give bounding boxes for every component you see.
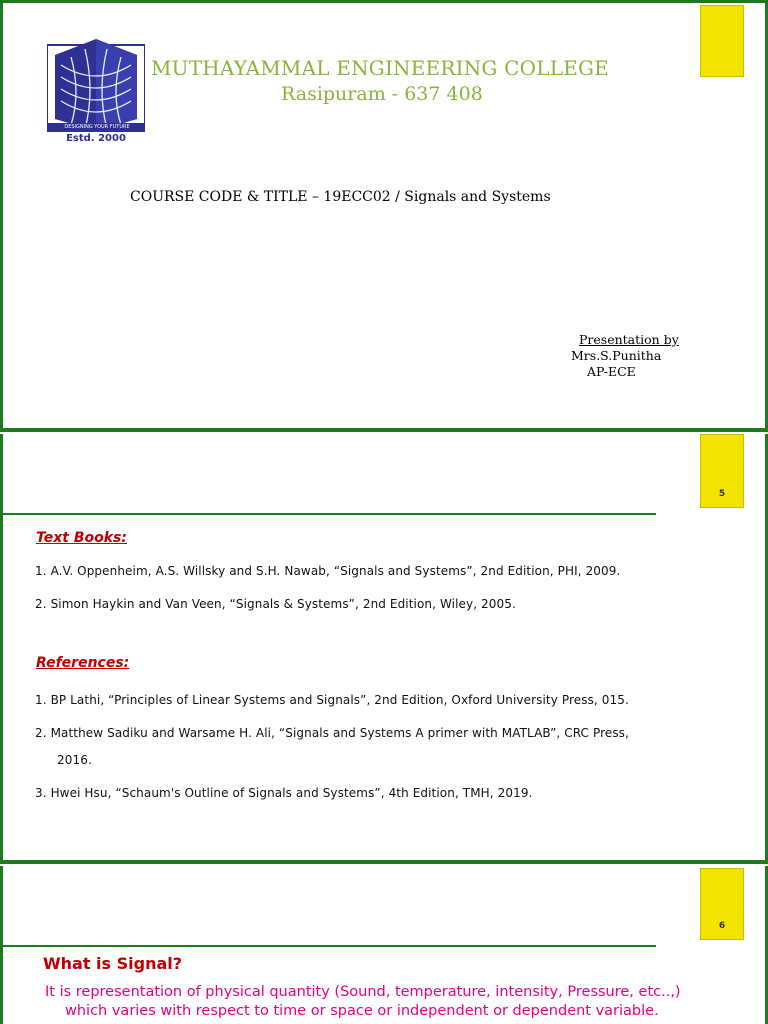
- page-number: 6: [718, 921, 726, 931]
- presenter-name: Mrs.S.Punitha: [571, 348, 662, 363]
- header-divider: [3, 513, 656, 515]
- definition-line: It is representation of physical quantity (Sound, temperature, intensity, Pressure, etc..,): [45, 984, 681, 1000]
- reference-item: 1. BP Lathi, “Principles of Linear Systems and Signals”, 2nd Edition, Oxford University Press, 015.: [35, 693, 629, 707]
- college-logo: [47, 35, 145, 147]
- title-slide: [0, 0, 768, 432]
- textbook-item: 1. A.V. Oppenheim, A.S. Willsky and S.H. Nawab, “Signals and Systems”, 2nd Edition, PHI, 2009.: [35, 564, 621, 578]
- slide-tab-marker: [700, 868, 744, 940]
- references-slide: [0, 434, 768, 864]
- references-heading: References:: [36, 655, 130, 671]
- course-title: COURSE CODE & TITLE – 19ECC02 / Signals and Systems: [130, 189, 551, 205]
- college-name: MUTHAYAMMAL ENGINEERING COLLEGE: [151, 56, 609, 80]
- logo-established: Estd. 2000: [66, 133, 126, 144]
- page-number: 5: [718, 489, 726, 499]
- slide-tab-marker: [700, 5, 744, 77]
- college-city: Rasipuram - 637 408: [281, 83, 483, 105]
- reference-item: 3. Hwei Hsu, “Schaum's Outline of Signals and Systems”, 4th Edition, TMH, 2019.: [35, 786, 533, 800]
- logo-tagline: DESIGNING YOUR FUTURE: [64, 124, 130, 130]
- header-divider: [3, 945, 656, 947]
- presented-by-label: Presentation by: [579, 332, 679, 347]
- signal-definition-slide: [0, 866, 768, 1024]
- reference-item: 2. Matthew Sadiku and Warsame H. Ali, “Signals and Systems A primer with MATLAB”, CRC Press,: [35, 726, 629, 740]
- slide-heading: What is Signal?: [43, 954, 183, 973]
- textbooks-heading: Text Books:: [36, 530, 127, 546]
- definition-line: which varies with respect to time or space or independent or dependent variable.: [65, 1003, 659, 1019]
- presenter-designation: AP-ECE: [587, 364, 636, 379]
- slide-tab-marker: [700, 434, 744, 508]
- textbook-item: 2. Simon Haykin and Van Veen, “Signals & Systems”, 2nd Edition, Wiley, 2005.: [35, 597, 516, 611]
- reference-item-continuation: 2016.: [57, 753, 92, 767]
